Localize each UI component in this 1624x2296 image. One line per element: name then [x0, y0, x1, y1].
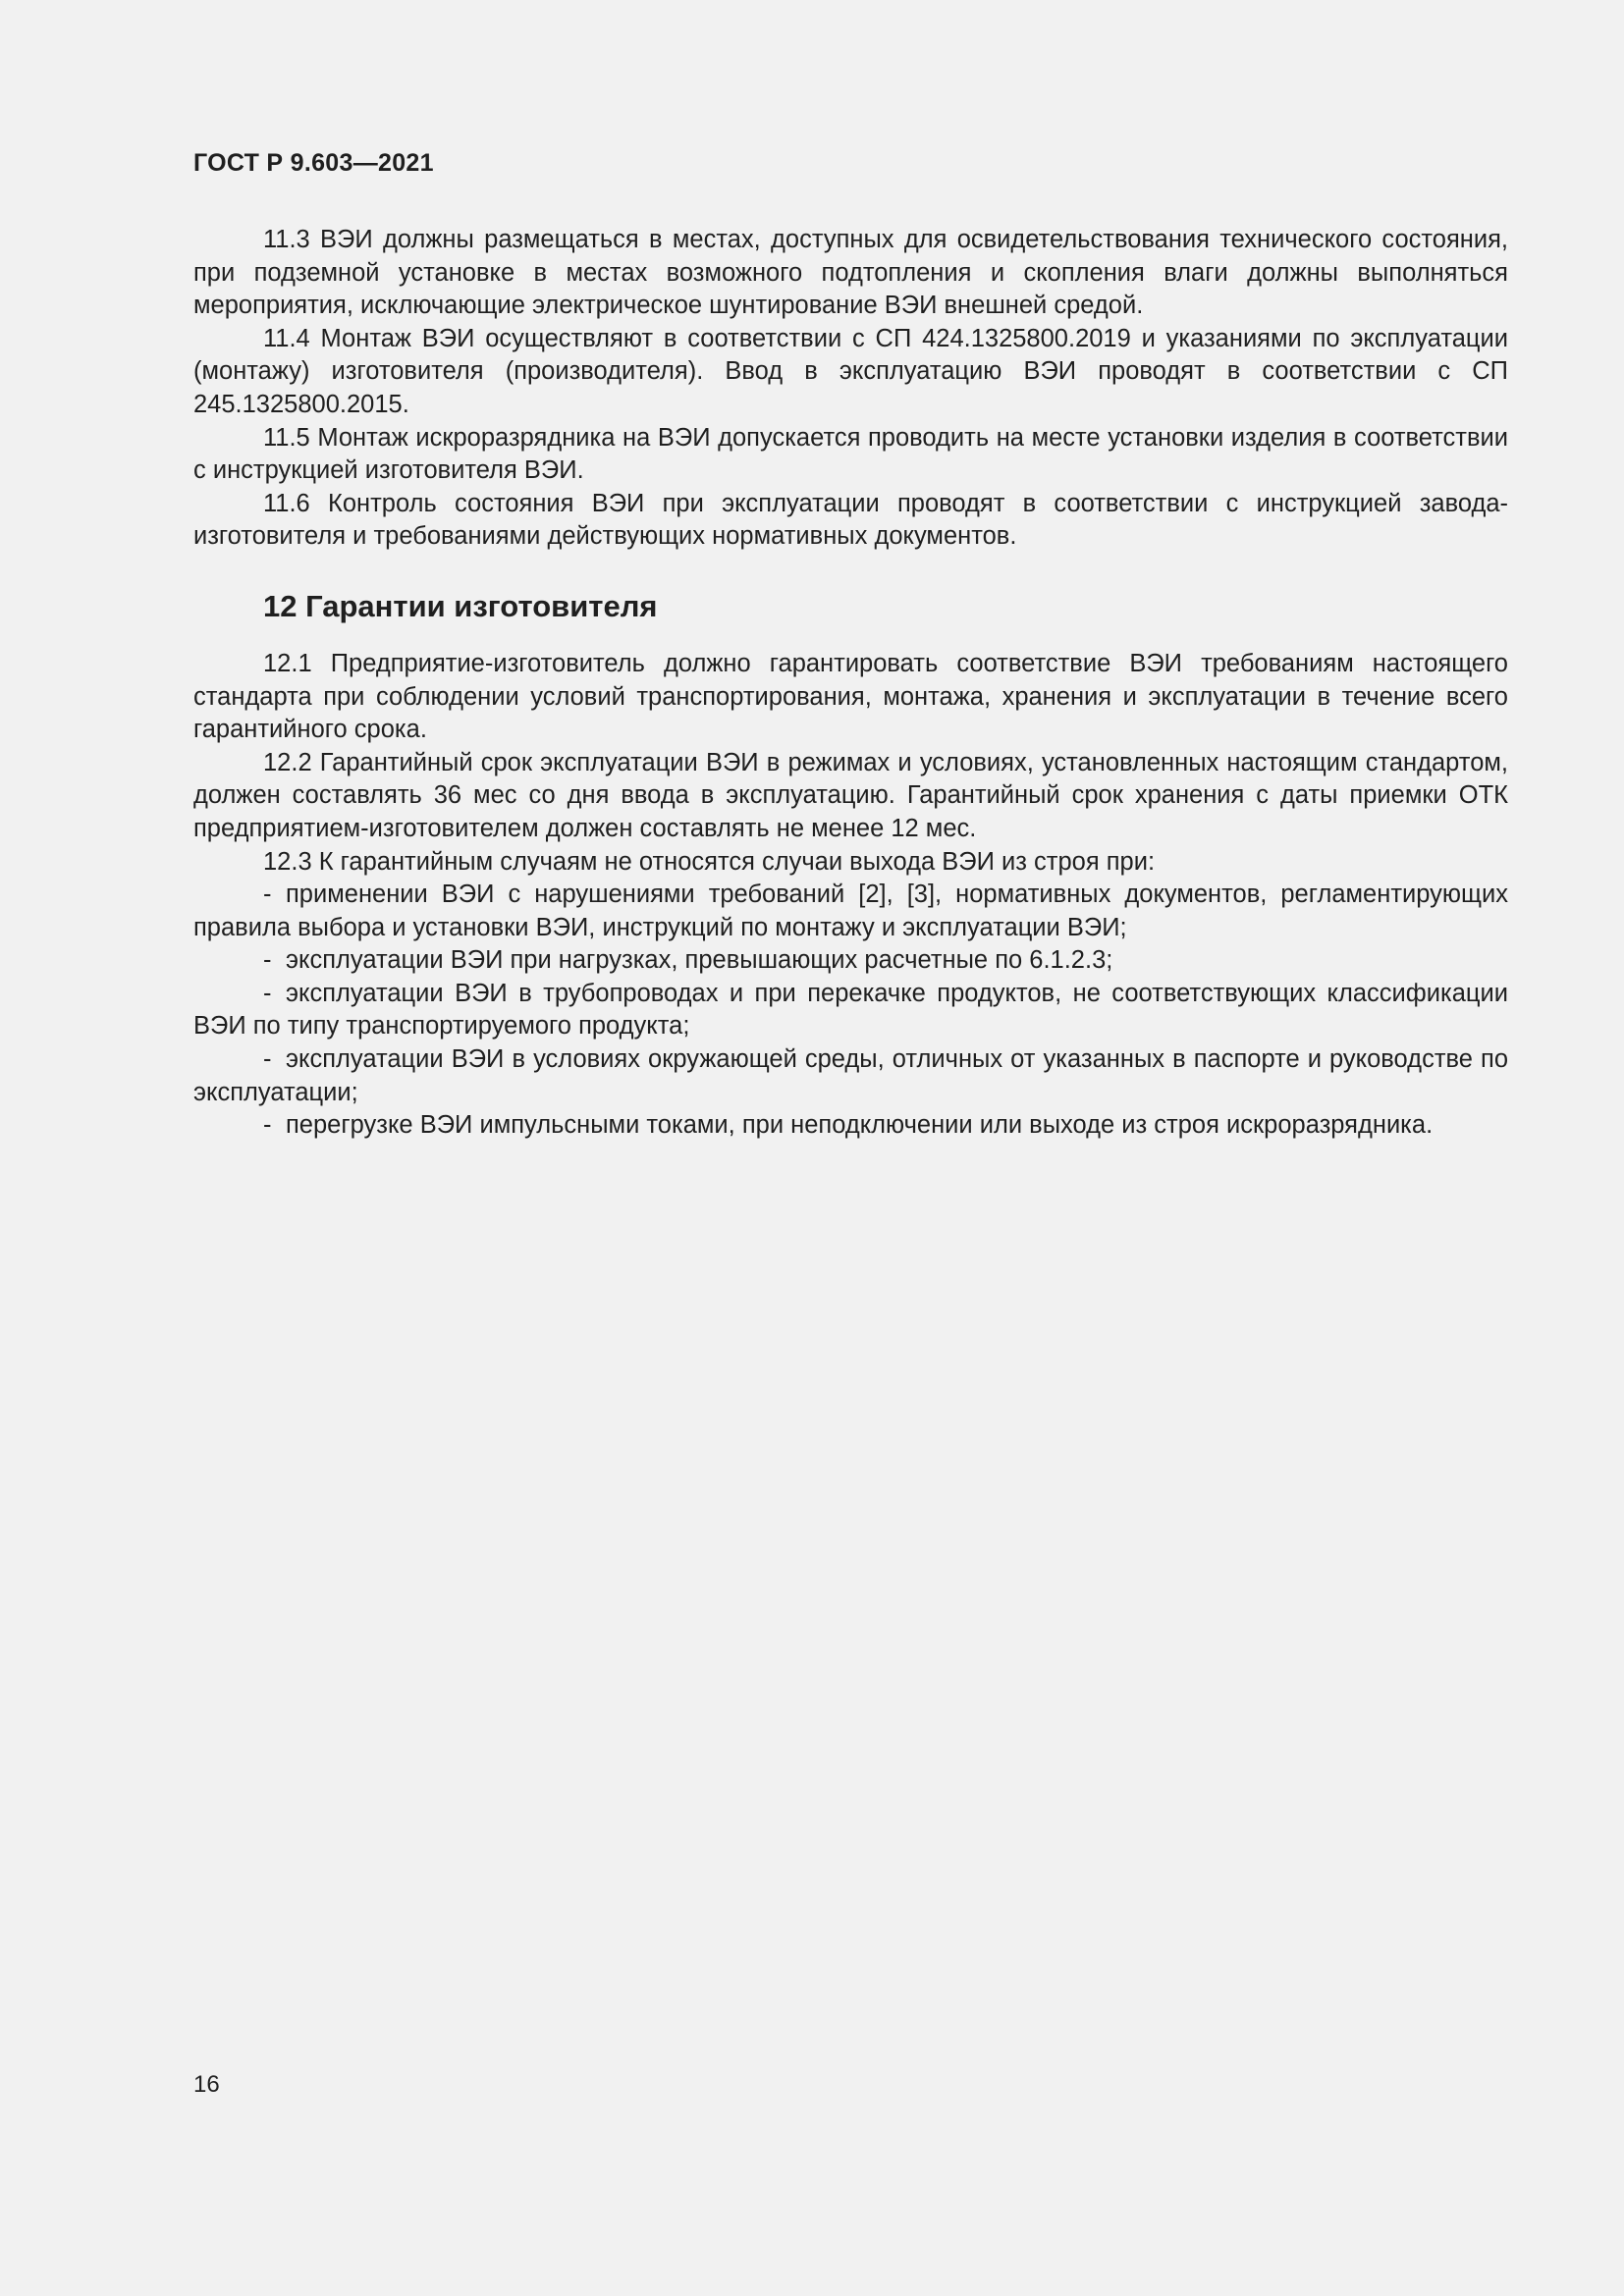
paragraph-11-4: 11.4 Монтаж ВЭИ осуществляют в соответствии с СП 424.1325800.2019 и указаниями по эксплуатации (монтажу) изготовителя (производителя). Ввод в эксплуатацию ВЭИ проводят в соответствии с СП 245.1325800.2015.: [193, 324, 1508, 418]
list-item: [193, 944, 1508, 978]
paragraph-11-5: 11.5 Монтаж искроразрядника на ВЭИ допускается проводить на месте установки изделия в соответствии с инструкцией изготовителя ВЭИ.: [193, 423, 1508, 485]
paragraph-11-6: 11.6 Контроль состояния ВЭИ при эксплуатации проводят в соответствии с инструкцией завода-изготовителя и требованиями действующих нормативных документов.: [193, 489, 1508, 551]
list-item-text: эксплуатации ВЭИ в трубопроводах и при перекачке продуктов, не соответствующих классификации ВЭИ по типу транспортируемого продукта;: [193, 979, 1508, 1041]
section-12-body: [193, 648, 1508, 1143]
list-dash: -: [263, 1045, 272, 1074]
section-12-title: 12 Гарантии изготовителя: [263, 588, 658, 623]
paragraph-12-3: 12.3 К гарантийным случаям не относятся случаи выхода ВЭИ из строя при:: [263, 847, 1156, 876]
list-item-text: эксплуатации ВЭИ при нагрузках, превышающих расчетные по 6.1.2.3;: [286, 946, 1113, 975]
paragraph-12-1: 12.1 Предприятие-изготовитель должно гарантировать соответствие ВЭИ требованиям настоящего стандарта при соблюдении условий транспортирования, монтажа, хранения и эксплуатации в течение всего гарантийного срока.: [193, 649, 1508, 744]
page-number: 16: [193, 2071, 220, 2098]
list-item-text: применении ВЭИ с нарушениями требований [2], [3], нормативных документов, регламентирующих правила выбора и установки ВЭИ, инструкций по монтажу и эксплуатации ВЭИ;: [193, 881, 1508, 941]
list-item: [193, 1109, 1508, 1143]
list-dash: -: [263, 881, 272, 909]
document-header: ГОСТ Р 9.603—2021: [193, 149, 434, 177]
list-item-text: перегрузке ВЭИ импульсными токами, при неподключении или выходе из строя искроразрядника.: [286, 1111, 1434, 1140]
list-item: [193, 1043, 1508, 1109]
paragraph-12-2: 12.2 Гарантийный срок эксплуатации ВЭИ в режимах и условиях, установленных настоящим стандартом, должен составлять 36 мес со дня ввода в эксплуатацию. Гарантийный срок хранения с даты приемки ОТК предприятием-изготовителем должен составлять не менее 12 мес.: [193, 748, 1508, 842]
paragraph-11-3: 11.3 ВЭИ должны размещаться в местах, доступных для освидетельствования технического состояния, при подземной установке в местах возможного подтопления и скопления влаги должны выполняться мероприятия, исключающие электрическое шунтирование ВЭИ внешней средой.: [193, 226, 1508, 320]
page-body: [193, 224, 1508, 1143]
list-dash: -: [263, 1111, 272, 1140]
list-dash: -: [263, 979, 272, 1007]
list-dash: -: [263, 946, 272, 975]
list-item: [193, 978, 1508, 1043]
list-item-text: эксплуатации ВЭИ в условиях окружающей среды, отличных от указанных в паспорте и руководстве по эксплуатации;: [193, 1045, 1508, 1106]
list-item: [193, 879, 1508, 944]
